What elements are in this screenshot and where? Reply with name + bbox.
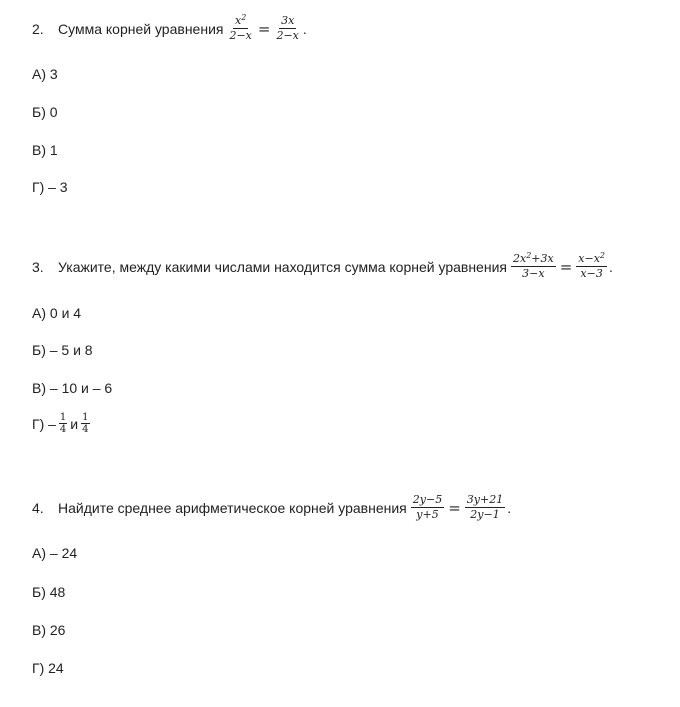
question-number: 2. bbox=[32, 20, 44, 37]
fraction-one-quarter: $\frac{1}{4}$ bbox=[82, 412, 89, 435]
option-d bbox=[32, 412, 91, 435]
option-b: Б) 0 bbox=[32, 104, 58, 120]
option-conjunction: и bbox=[70, 415, 79, 432]
option-b: Б) – 5 и 8 bbox=[32, 342, 93, 358]
equation: $\frac{2x^2+3x}{3-x}$ = $\frac{x-x^2}{x-3}$ . bbox=[512, 251, 613, 280]
lhs-fraction: $\frac{x^2}{2-x}$ bbox=[229, 13, 252, 42]
option-prefix: Г) – bbox=[32, 415, 56, 432]
option-a: А) 3 bbox=[32, 66, 58, 82]
question-text: Сумма корней уравнения bbox=[58, 20, 224, 37]
option-c: В) – 10 и – 6 bbox=[32, 380, 113, 396]
fraction-one-quarter: $\frac{1}{4}$ bbox=[59, 412, 67, 435]
question-4 bbox=[32, 493, 511, 522]
option-b: Б) 48 bbox=[32, 584, 66, 600]
rhs-fraction: $\frac{3x}{2-x}$ bbox=[276, 14, 299, 42]
lhs-fraction: $\frac{2y-5}{y+5}$ bbox=[412, 493, 443, 521]
lhs-fraction: $\frac{2x^2+3x}{3-x}$ bbox=[512, 251, 554, 280]
question-3 bbox=[32, 252, 613, 281]
option-a: А) – 24 bbox=[32, 545, 78, 561]
question-number: 3. bbox=[32, 258, 44, 275]
option-d: Г) – 3 bbox=[32, 179, 68, 195]
option-c: В) 26 bbox=[32, 622, 66, 638]
equals-sign: = bbox=[559, 257, 573, 276]
equation: $\frac{x^2}{2-x}$ = $\frac{3x}{2-x}$ . bbox=[229, 13, 307, 42]
rhs-fraction: $\frac{x-x^2}{x-3}$ bbox=[578, 251, 605, 280]
option-c: В) 1 bbox=[32, 142, 58, 158]
rhs-fraction: $\frac{3y+21}{2y-1}$ bbox=[466, 493, 504, 521]
question-number: 4. bbox=[32, 499, 44, 516]
question-text: Найдите среднее арифметическое корней уравнения bbox=[58, 499, 407, 516]
question-2 bbox=[32, 14, 307, 43]
question-text: Укажите, между какими числами находится сумма корней уравнения bbox=[58, 258, 507, 275]
option-a: А) 0 и 4 bbox=[32, 305, 82, 321]
equals-sign: = bbox=[448, 498, 461, 517]
equation: $\frac{2y-5}{y+5}$ = $\frac{3y+21}{2y-1}$ . bbox=[412, 493, 512, 521]
option-d: Г) 24 bbox=[32, 660, 64, 676]
equals-sign: = bbox=[257, 19, 271, 38]
